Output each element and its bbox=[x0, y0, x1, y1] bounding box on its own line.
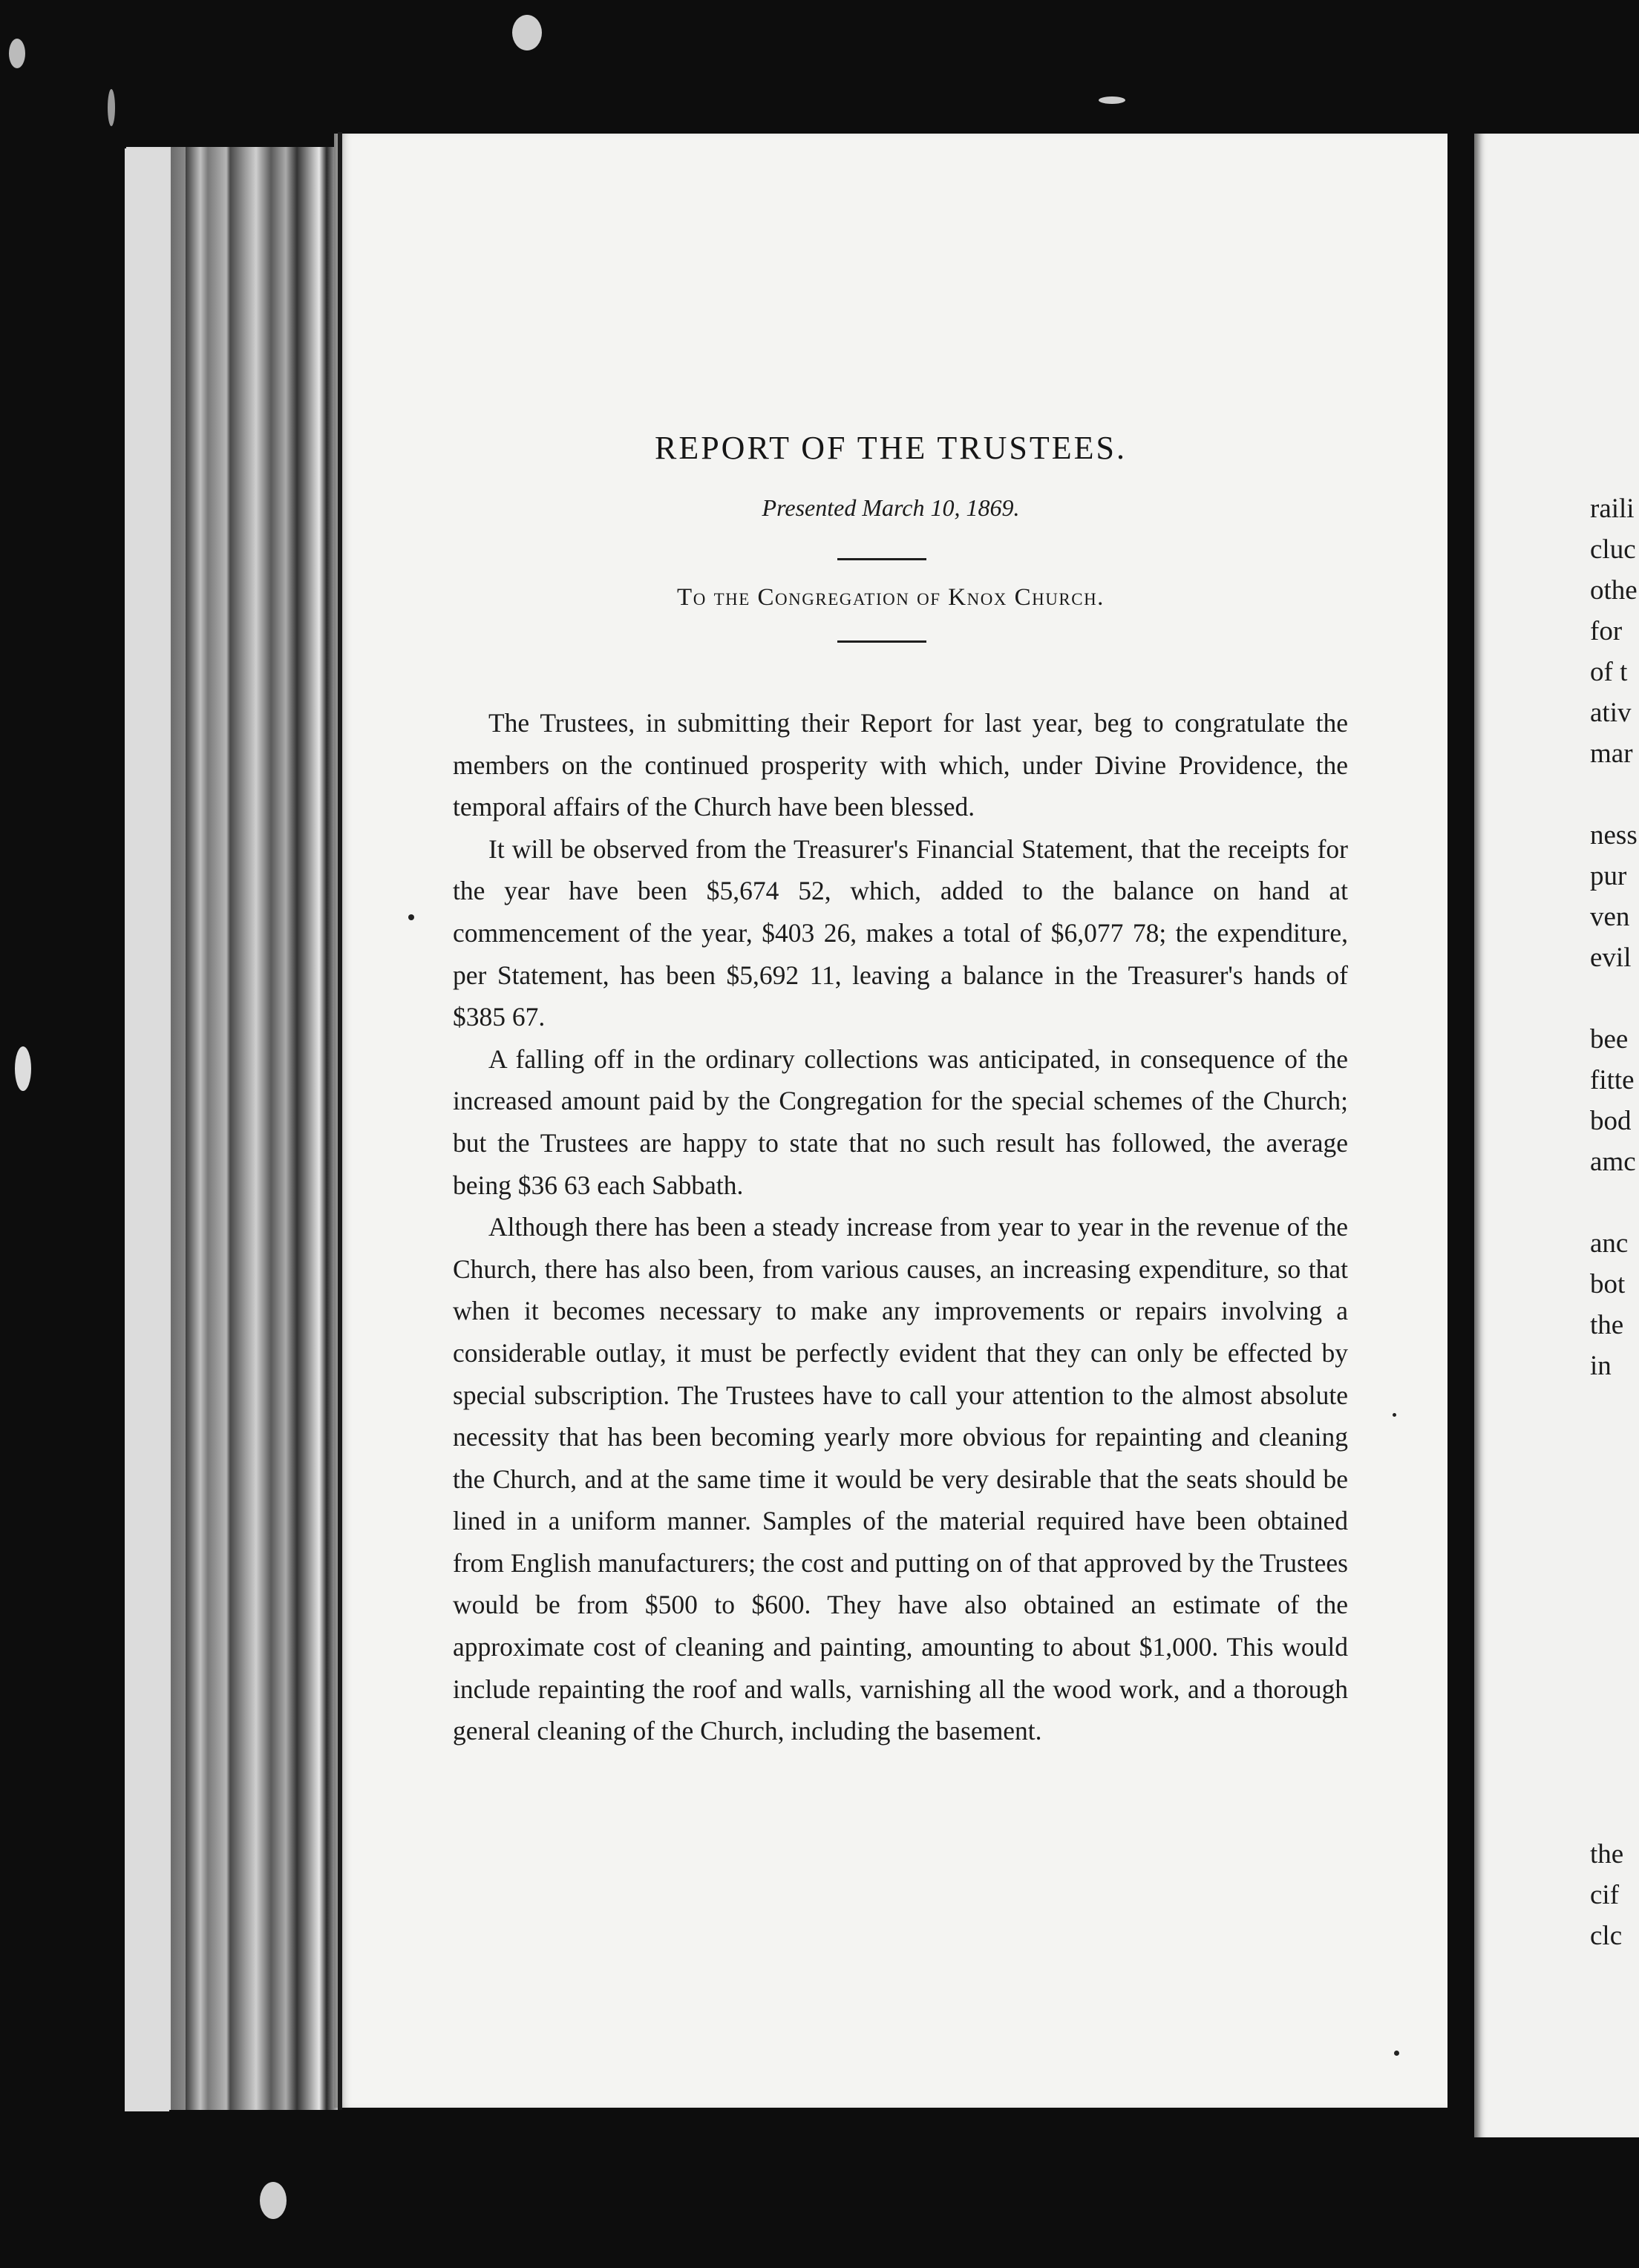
facing-page-fragment: cif bbox=[1590, 1880, 1620, 1910]
facing-page bbox=[1474, 134, 1639, 2137]
document-subtitle-text: Presented March 10, 1869. bbox=[762, 494, 1020, 521]
book-outer-edge bbox=[125, 148, 169, 2111]
facing-page-fragment: raili bbox=[1590, 494, 1635, 524]
document-address: To the Congregation of Knox Church. bbox=[677, 584, 1105, 611]
facing-page-fragment: bee bbox=[1590, 1024, 1629, 1055]
facing-page-fragment: for bbox=[1590, 616, 1623, 646]
facing-page-fragment: anc bbox=[1590, 1228, 1629, 1259]
facing-page-fragment: fitte bbox=[1590, 1065, 1635, 1095]
facing-page-fragment: in bbox=[1590, 1351, 1612, 1381]
scan-speck bbox=[9, 39, 25, 68]
document-subtitle bbox=[334, 494, 1447, 522]
facing-page-fragment: ness bbox=[1590, 820, 1638, 850]
facing-page-fragment: othe bbox=[1590, 575, 1638, 606]
facing-page-fragment: evil bbox=[1590, 943, 1632, 973]
facing-page-fragment: ven bbox=[1590, 902, 1630, 932]
facing-page-fragment: cluc bbox=[1590, 534, 1636, 565]
facing-page-fragment: amc bbox=[1590, 1147, 1636, 1177]
facing-page-fragment: clc bbox=[1590, 1921, 1623, 1951]
scan-speck bbox=[512, 15, 542, 50]
address-rule bbox=[837, 640, 926, 643]
facing-page-fragment: the bbox=[1590, 1839, 1624, 1869]
document-title: REPORT OF THE TRUSTEES. bbox=[654, 430, 1127, 466]
ink-dot bbox=[408, 914, 414, 920]
title-rule bbox=[837, 558, 926, 560]
scan-speck bbox=[108, 89, 115, 126]
ink-dot bbox=[1393, 1413, 1396, 1417]
facing-page-fragment: the bbox=[1590, 1310, 1624, 1340]
paragraph: The Trustees, in submitting their Report for last year, beg to congratulate the members on the continued prosperity with which, under Divine Providence, the temporal affairs of the Church have been blessed. bbox=[453, 708, 1348, 822]
facing-page-fragment: ativ bbox=[1590, 698, 1632, 728]
paragraph: Although there has been a steady increase from year to year in the revenue of the Church, there has also been, from various causes, an increasing expenditure, so that when it becomes necessary to make any improvements or repairs involving a considerable outlay, it must be perfectly evident that they can only be effected by special subscription. The Trustees have to call your attention to the almost absolute necessity that has been becoming yearly more obvious for repainting and cleaning the Church, and at the same time it would be very desirable that the seats should be lined in a uniform manner. Samples of the material required have been obtained from English manufacturers; the cost and putting on of that approved by the Trustees would be from $500 to $600. They have also obtained an estimate of the approximate cost of cleaning and painting, amounting to about $1,000. This would include repainting the roof and walls, varnishing all the wood work, and a thorough general cleaning of the Church, including the basement. bbox=[453, 1212, 1348, 1746]
ink-dot bbox=[1394, 2051, 1399, 2056]
facing-page-fragment: pur bbox=[1590, 861, 1627, 891]
report-body bbox=[453, 702, 1348, 1752]
scan-speck bbox=[1099, 96, 1125, 104]
scan-speck bbox=[15, 1046, 31, 1091]
scan-speck bbox=[260, 2182, 287, 2219]
paragraph: A falling off in the ordinary collections was anticipated, in consequence of the increased amount paid by the Congregation for the special schemes of the Church; but the Trustees are happy to state that no such result has followed, the average being $36 63 each Sabbath. bbox=[453, 1043, 1348, 1200]
facing-page-fragment: bod bbox=[1590, 1106, 1632, 1136]
facing-page-fragment: of t bbox=[1590, 657, 1628, 687]
facing-page-fragment: mar bbox=[1590, 738, 1633, 769]
facing-page-fragment: bot bbox=[1590, 1269, 1626, 1299]
paragraph: It will be observed from the Treasurer's Financial Statement, that the receipts for the year have been $5,674 52, which, added to the balance on hand at commencement of the year, $403 26, makes a total of $6,077 78; the expenditure, per Statement, has been $5,692 11, leaving a balance in the Treasurer's hands of $385 67. bbox=[453, 833, 1348, 1032]
